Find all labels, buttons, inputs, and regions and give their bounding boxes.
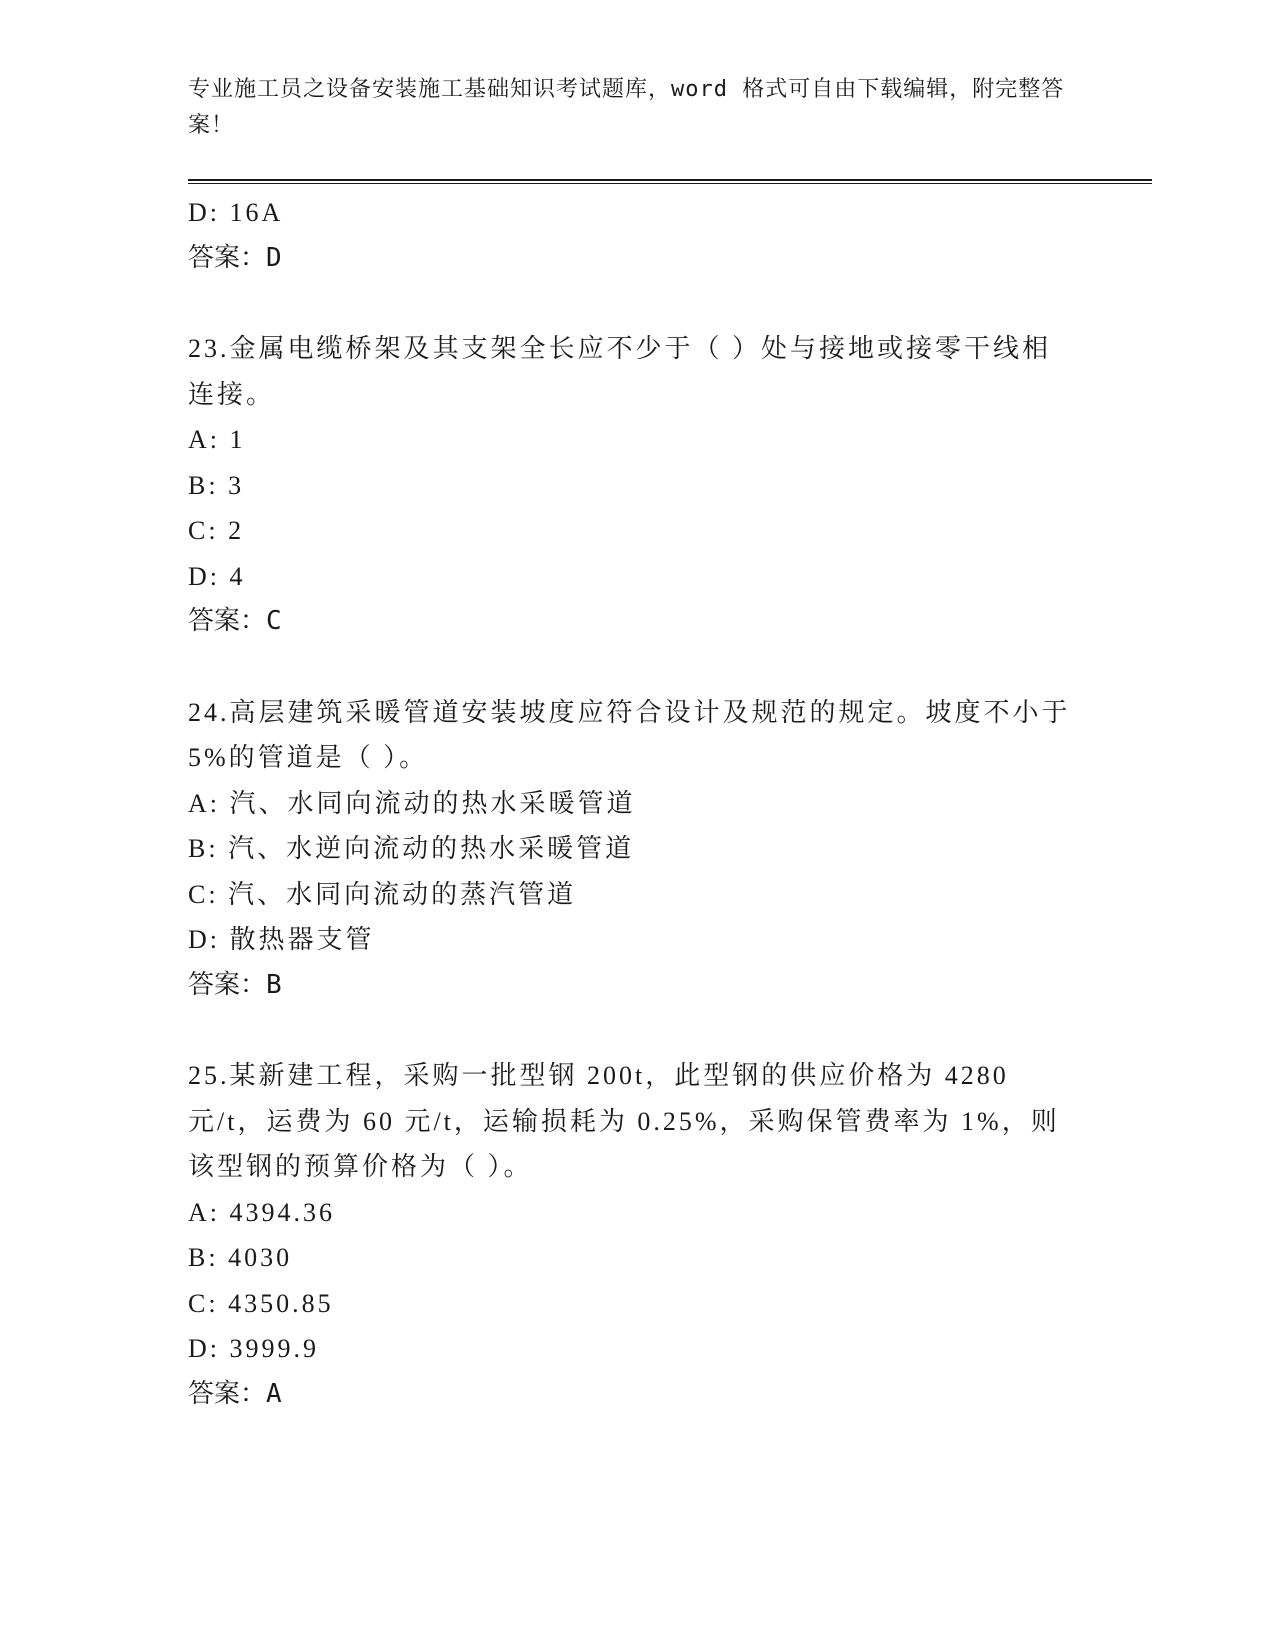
option-d: D: 3999.9 [188, 1334, 319, 1363]
option-b: B: 4030 [188, 1243, 293, 1272]
option-d: D: 4 [188, 561, 246, 591]
header-divider-thin [188, 183, 1152, 184]
answer-text: 答案：B [188, 969, 282, 1000]
answer-text: 答案：C [188, 606, 282, 636]
header-divider [188, 179, 1152, 181]
option-b: B: 3 [188, 470, 245, 500]
option-c: C: 4350.85 [188, 1288, 334, 1318]
question-stem: 25.某新建工程，采购一批型钢 200t，此型钢的供应价格为 4280 元/t，运费为 60 元/t，运输损耗为 0.25%，采购保管费率为 1%，则该型钢的预算价格为（ ）。 [188, 1061, 1060, 1181]
question-stem: 24.高层建筑采暖管道安装坡度应符合设计及规范的规定。坡度不小于5%的管道是（ ）。 [188, 697, 1071, 772]
option-c: C: 汽、水同向流动的蒸汽管道 [188, 879, 577, 909]
answer-text: 答案：A [188, 1378, 282, 1409]
spacer [188, 645, 1078, 690]
option-c: C: 2 [188, 516, 245, 545]
answer-text: 答案：D [188, 242, 282, 273]
option-d: D: 16A [188, 198, 284, 227]
option-a: A: 汽、水同向流动的热水采暖管道 [188, 788, 636, 818]
option-d: D: 散热器支管 [188, 925, 375, 954]
spacer [188, 281, 1078, 326]
option-a: A: 4394.36 [188, 1197, 335, 1227]
spacer [188, 1008, 1078, 1053]
document-header: 专业施工员之设备安装施工基础知识考试题库，word 格式可自由下载编辑，附完整答案！ [188, 77, 1065, 138]
option-b: B: 汽、水逆向流动的热水采暖管道 [188, 834, 635, 863]
question-stem: 23.金属电缆桥架及其支架全长应不少于（ ）处与接地或接零干线相连接。 [188, 334, 1052, 409]
question-content [188, 190, 1078, 1417]
option-a: A: 1 [188, 425, 246, 454]
